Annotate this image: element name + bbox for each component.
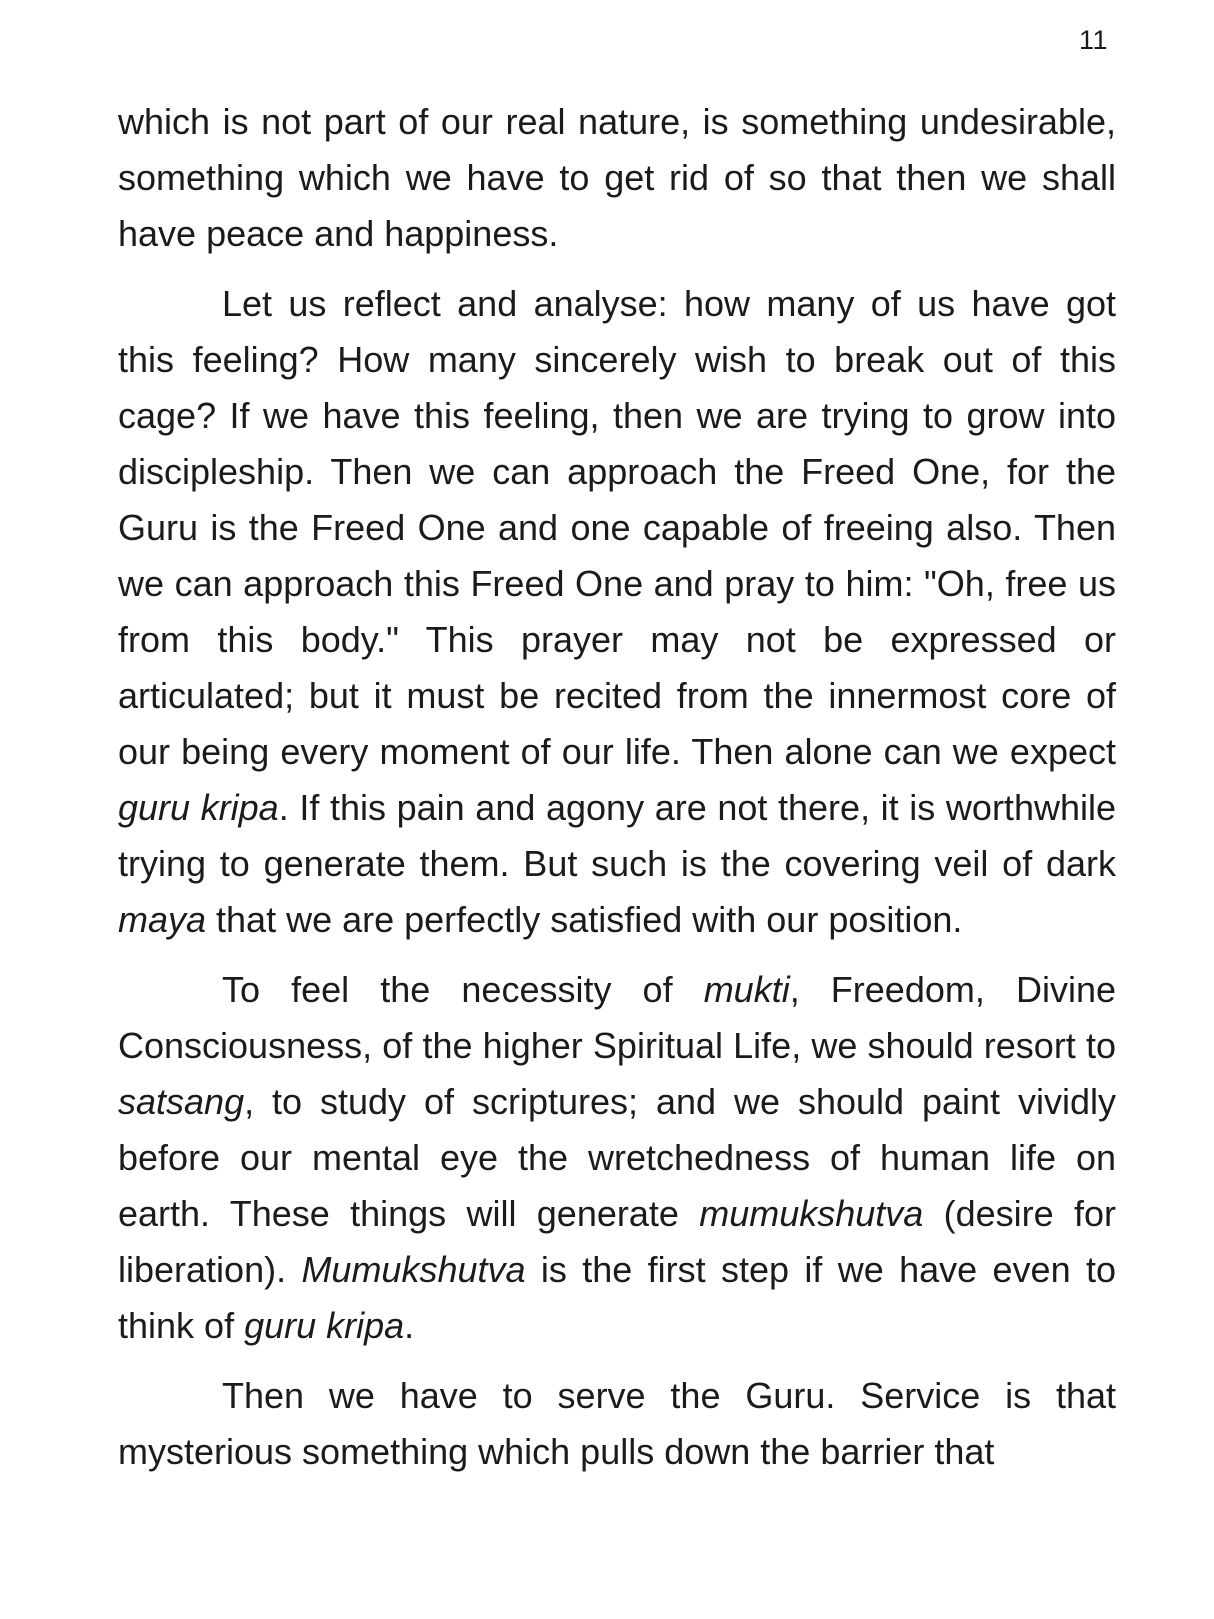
italic-term: Mumukshutva [301, 1249, 526, 1290]
text-run: which is not part of our real nature, is something undesirable, something which we have to get rid of so that then we shall have peace and happiness. [118, 101, 1116, 254]
paragraph [118, 276, 1116, 948]
text-run: . [404, 1305, 415, 1346]
paragraph [118, 94, 1116, 262]
text-run: To feel the necessity of [222, 969, 704, 1010]
italic-term: guru kripa [244, 1305, 405, 1346]
page-number: 11 [1078, 25, 1108, 55]
text-run: that we are perfectly satisfied with our position. [206, 899, 963, 940]
text-run: . If this pain and agony are not there, it is worthwhile trying to generate them. But such is the covering veil of dark [118, 787, 1116, 884]
italic-term: mumukshutva [699, 1193, 924, 1234]
body-text [118, 94, 1116, 1494]
text-run: (desire for liberation). [118, 1193, 1116, 1290]
italic-term: mukti [703, 969, 790, 1010]
text-run: , Freedom, Divine Consciousness, of the higher Spiritual Life, we should resort to [118, 969, 1116, 1066]
paragraph [118, 962, 1116, 1354]
paragraph [118, 1368, 1116, 1480]
text-run: , to study of scriptures; and we should paint vividly before our mental eye the wretchedness of human life on earth. These things will generate [118, 1081, 1116, 1234]
italic-term: guru kripa [118, 787, 279, 828]
text-run: is the first step if we have even to think of [118, 1249, 1116, 1346]
text-run: Then we have to serve the Guru. Service is that mysterious something which pulls down the barrier that [118, 1375, 1116, 1472]
italic-term: satsang [118, 1081, 245, 1122]
italic-term: maya [118, 899, 207, 940]
text-run: Let us reflect and analyse: how many of us have got this feeling? How many sincerely wish to break out of this cage? If we have this feeling, then we are trying to grow into discipleship. Then we can approach the Freed One, for the Guru is the Freed One and one capable of freeing also. Then we can approach this Freed One and pray to him: "Oh, free us from this body." This prayer may not be expressed or articulated; but it must be recited from the innermost core of our being every moment of our life. Then alone can we expect [118, 283, 1116, 772]
